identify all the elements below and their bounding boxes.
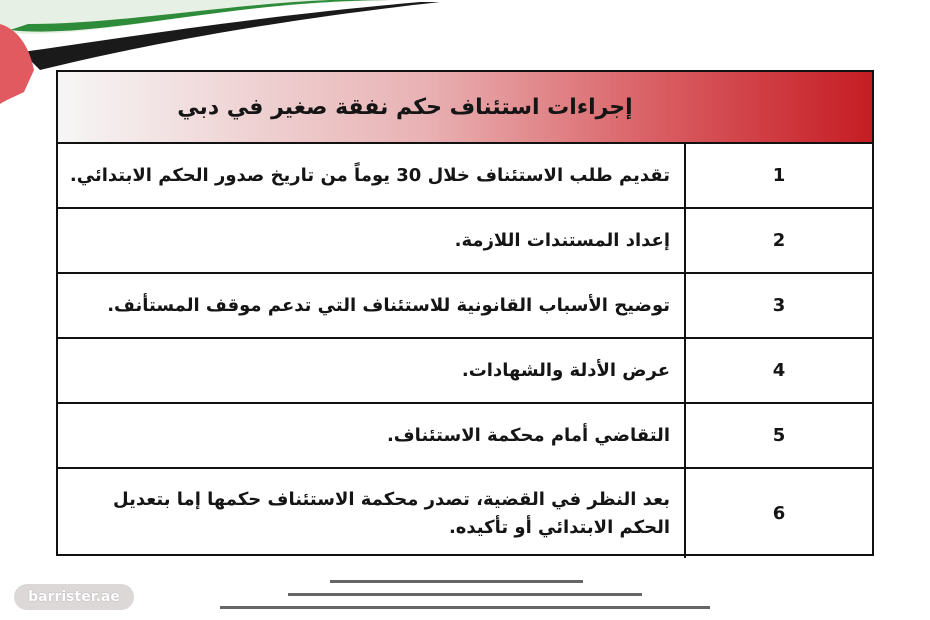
step-text: إعداد المستندات اللازمة.	[454, 229, 670, 251]
table-title: إجراءات استئناف حكم نفقة صغير في دبي	[177, 94, 633, 120]
step-text: تقديم طلب الاستئناف خلال 30 يوماً من تاريخ صدور الحكم الابتدائي.	[69, 164, 670, 186]
step-number: 4	[684, 339, 872, 402]
table-row	[58, 339, 872, 404]
step-number: 6	[684, 469, 872, 558]
step-text: بعد النظر في القضية، تصدر محكمة الاستئناف حكمها إما بتعديل الحكم الابتدائي أو تأكيده.	[113, 488, 670, 538]
step-text: عرض الأدلة والشهادات.	[461, 359, 670, 381]
step-number: 5	[684, 404, 872, 467]
brand-badge: barrister.ae	[14, 584, 134, 610]
step-text: التقاضي أمام محكمة الاستئناف.	[386, 424, 670, 446]
table-row	[58, 274, 872, 339]
step-number: 2	[684, 209, 872, 272]
table-row	[58, 404, 872, 469]
decor-line	[288, 593, 642, 596]
step-number: 3	[684, 274, 872, 337]
procedures-table	[56, 70, 874, 556]
table-row	[58, 469, 872, 558]
decor-line	[220, 606, 710, 609]
step-text: توضيح الأسباب القانونية للاستئناف التي تدعم موقف المستأنف.	[107, 294, 670, 316]
table-row	[58, 144, 872, 209]
step-number: 1	[684, 144, 872, 207]
table-row	[58, 209, 872, 274]
table-header	[58, 72, 872, 144]
decor-line	[330, 580, 583, 583]
